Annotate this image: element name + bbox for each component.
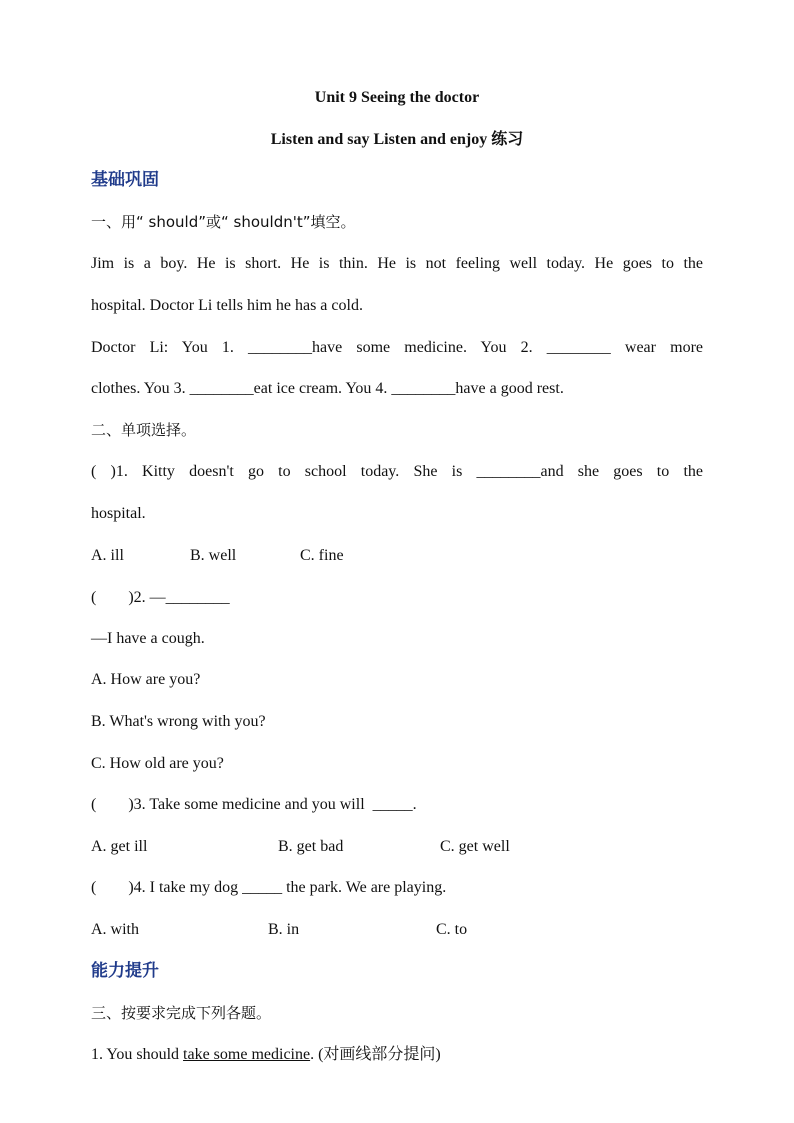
question-2-line-1: ( )2. —________ <box>91 589 230 606</box>
q1-option-a: A. ill <box>91 547 124 564</box>
q1-suffix: . (对画线部分提问) <box>310 1046 441 1063</box>
q1-underlined-phrase: take some medicine <box>183 1046 311 1063</box>
page-subtitle: Listen and say Listen and enjoy 练习 <box>270 131 524 148</box>
q2-option-c: C. How old are you? <box>91 755 224 772</box>
q1-prefix: 1. You should <box>91 1046 184 1063</box>
q3-option-a: A. get ill <box>91 838 148 855</box>
passage-line-4: clothes. You 3. ________eat ice cream. You 4. ________have a good rest. <box>91 380 564 397</box>
question-1-line-1: ( )1. Kitty doesn't go to school today. She is ________and she goes to the <box>91 463 703 480</box>
q3-option-b: B. get bad <box>278 838 344 855</box>
part3-question-1 <box>91 1045 441 1065</box>
passage-line-3: Doctor Li: You 1. ________have some medicine. You 2. ________ wear more <box>91 339 703 356</box>
question-4-line-1: ( )4. I take my dog _____ the park. We are playing. <box>91 879 447 896</box>
question-1-line-2: hospital. <box>91 505 146 522</box>
q2-option-b: B. What's wrong with you? <box>91 713 266 730</box>
passage-line-1: Jim is a boy. He is short. He is thin. He is not feeling well today. He goes to the <box>91 255 703 272</box>
section-heading-advanced: 能力提升 <box>91 961 159 981</box>
q1-option-b: B. well <box>190 547 237 564</box>
q4-option-b: B. in <box>268 921 300 938</box>
q3-option-c: C. get well <box>440 838 510 855</box>
passage-line-2: hospital. Doctor Li tells him he has a cold. <box>91 297 363 314</box>
question-3-line-1: ( )3. Take some medicine and you will _____. <box>91 796 417 813</box>
page-title: Unit 9 Seeing the doctor <box>314 89 480 106</box>
part1-heading: 一、用“ should”或“ shouldn't”填空。 <box>91 213 356 231</box>
q2-option-a: A. How are you? <box>91 671 201 688</box>
section-heading-basic: 基础巩固 <box>91 170 159 190</box>
question-2-line-2: —I have a cough. <box>91 630 205 647</box>
q1-option-c: C. fine <box>300 547 344 564</box>
part3-heading: 三、按要求完成下列各题。 <box>91 1004 272 1022</box>
part2-heading: 二、单项选择。 <box>91 421 197 439</box>
q4-option-a: A. with <box>91 921 139 938</box>
q4-option-c: C. to <box>436 921 468 938</box>
